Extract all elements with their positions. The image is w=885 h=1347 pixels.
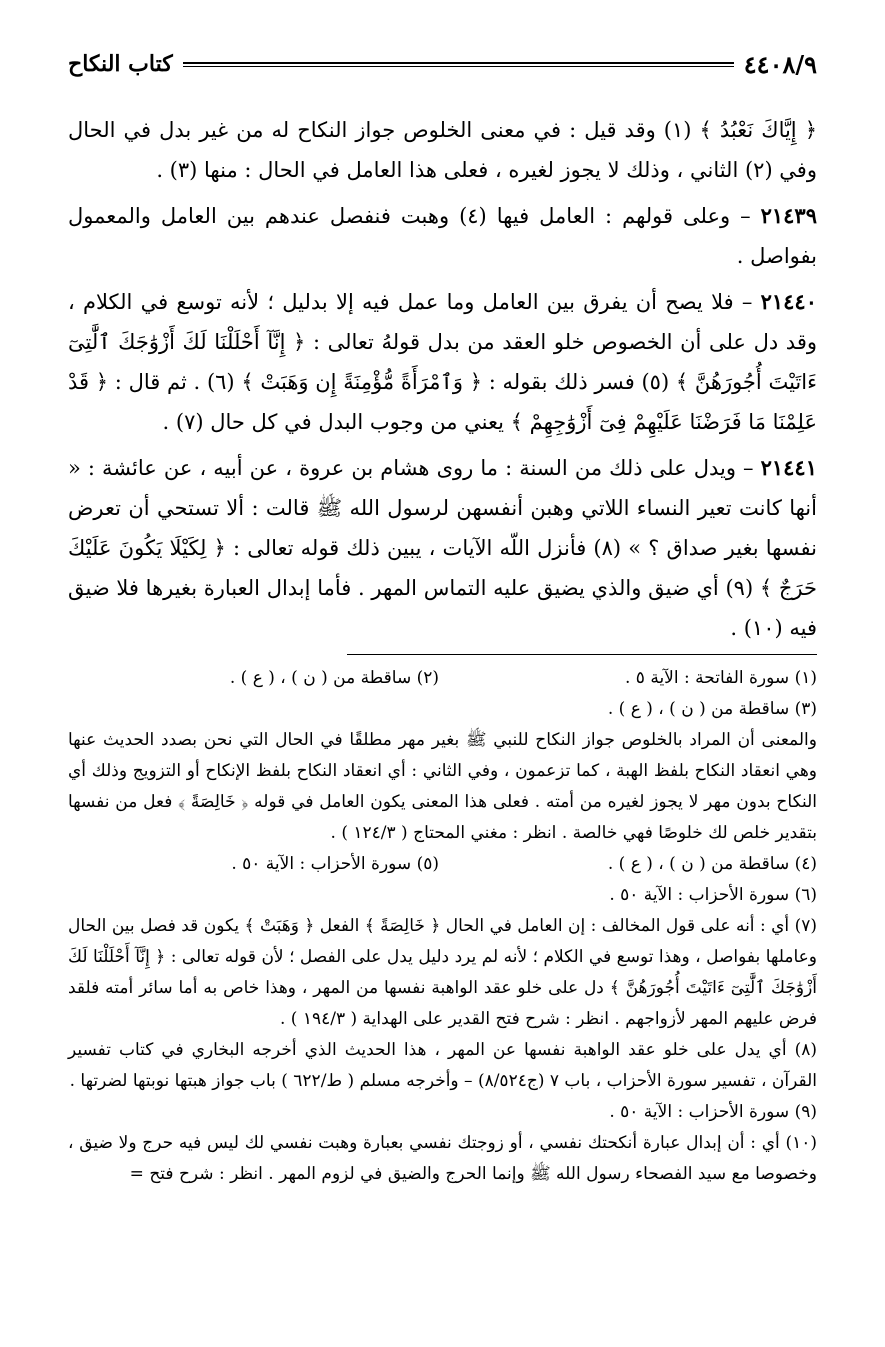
footnote-row	[68, 849, 817, 880]
footnote-9: (٩) سورة الأحزاب : الآية ٥٠ .	[609, 1102, 817, 1122]
paragraph-number: ٢١٤٣٩	[760, 203, 817, 228]
header-rule	[183, 62, 734, 67]
book-title: كتاب النكاح	[68, 51, 173, 77]
paragraph-number: ٢١٤٤١	[760, 455, 817, 480]
paragraph-21439	[68, 196, 817, 276]
footnote-separator	[347, 654, 817, 655]
footnote-10: (١٠) أي : أن إبدال عبارة أنكحتك نفسي ، أو زوجتك نفسي بعبارة وهبت نفسي لك ليس فيه حرج ولا ضيق ، وخصوصا مع سيد الفصحاء رسول الله ﷺ وإنما الحرج والضيق في لزوم المهر . انظر : شرح فتح =	[68, 1133, 817, 1184]
page-header	[68, 40, 817, 88]
footnotes	[68, 663, 817, 1190]
footnote-8: (٨) أي يدل على خلو عقد الواهبة نفسها عن المهر ، هذا الحديث الذي أخرجه البخاري في كتاب تفسير القرآن ، تفسير سورة الأحزاب ، باب ٧ (ج٨/٥٢٤) – وأخرجه مسلم ( ط/٦٢٢ ) باب جواز هبتها نوبتها لضرتها .	[68, 1040, 817, 1091]
paragraph-text: – ويدل على ذلك من السنة : ما روى هشام بن عروة ، عن أبيه ، عن عائشة : « أنها كانت تعير النساء اللاتي وهبن أنفسهن لرسول الله ﷺ قالت : ألا تستحي أن تعرض نفسها بغير صداق ؟ » (٨) فأنزل اللّه الآيات ، يبين ذلك قوله تعالى : ﴿ لِكَيْلَا يَكُونَ عَلَيْكَ حَرَجٌ ﴾ (٩) أي ضيق والذي يضيق عليه التماس المهر . فأما إبدال العبارة بغيرها فلا ضيق فيه (١٠) .	[68, 456, 818, 640]
footnote-3: (٣) ساقطة من ( ن ) ، ( ع ) .	[607, 699, 817, 719]
footnote-1: (١) سورة الفاتحة : الآية ٥ .	[624, 668, 817, 688]
main-text	[68, 110, 817, 648]
paragraph-text: – وعلى قولهم : العامل فيها (٤) وهبت فنفصل عندهم بين العامل والمعمول بفواصل .	[68, 204, 817, 268]
page-number: ٤٤٠٨/٩	[743, 49, 817, 79]
footnote-3-explanation: والمعنى أن المراد بالخلوص جواز النكاح للنبي ﷺ بغير مهر مطلقًا في الحال التي نحن بصدد الحديث عنها وهي انعقاد النكاح بلفظ الهبة ، كما تزعمون ، وفي الثاني : أي انعقاد النكاح بلفظ الإنكاح أو التزويج وذلك أي النكاح بدون مهر لا يجوز لغيره من أمته . فعلى هذا المعنى يكون العامل في قوله ﴿ خَالِصَةً ﴾ فعل من نفسها بتقدير خلص لك خلوصًا فهي خالصة . انظر : مغني المحتاج ( ١٢٤/٣ ) .	[68, 730, 817, 843]
footnote-2: (٢) ساقطة من ( ن ) ، ( ع ) .	[229, 668, 439, 688]
footnote-6: (٦) سورة الأحزاب : الآية ٥٠ .	[609, 885, 817, 905]
footnote-4: (٤) ساقطة من ( ن ) ، ( ع ) .	[607, 854, 817, 874]
footnote-7: (٧) أي : أنه على قول المخالف : إن العامل في الحال ﴿ خَالِصَةً ﴾ الفعل ﴿ وَهَبَتْ ﴾ يكون قد فصل بين الحال وعاملها بفواصل ، وهذا توسع في الكلام ؛ لأنه لم يرد دليل يدل على الفصل ؛ لأن قوله تعالى : ﴿ إِنَّآ أَحْلَلْنَا لَكَ أَزْوَٰجَكَ ٱلَّٰتِىٓ ءَاتَيْتَ أُجُورَهُنَّ ﴾ دل على خلو عقد الواهبة نفسها من المهر ، وهذا خاص به أما سائر أمته فلقد فرض عليهم المهر لأزواجهم . انظر : شرح فتح القدير على الهداية ( ١٩٤/٣ ) .	[68, 916, 817, 1029]
paragraph-text: – فلا يصح أن يفرق بين العامل وما عمل فيه إلا بدليل ؛ لأنه توسع في الكلام ، وقد دل على أن الخصوص خلو العقد من بدل قولهُ تعالى : ﴿ إِنَّآ أَحْلَلْنَا لَكَ أَزْوَٰجَكَ ٱلَّٰتِىٓ ءَاتَيْتَ أُجُورَهُنَّ ﴾ (٥) فسر ذلك بقوله : ﴿ وَٱمْرَأَةً مُّؤْمِنَةً إِن وَهَبَتْ ﴾ (٦) . ثم قال : ﴿ قَدْ عَلِمْنَا مَا فَرَضْنَا عَلَيْهِمْ فِىٓ أَزْوَٰجِهِمْ ﴾ يعني من وجوب البدل في كل حال (٧) .	[68, 290, 817, 434]
paragraph-21441	[68, 448, 817, 648]
paragraph-intro	[68, 110, 817, 190]
paragraph-text: ﴿ إِيَّاكَ نَعْبُدُ ﴾ (١) وقد قيل : في معنى الخلوص جواز النكاح له من غير بدل في الحال وفي (٢) الثاني ، وذلك لا يجوز لغيره ، فعلى هذا العامل في الحال : منها (٣) .	[68, 118, 817, 182]
footnote-5: (٥) سورة الأحزاب : الآية ٥٠ .	[231, 854, 439, 874]
paragraph-number: ٢١٤٤٠	[760, 289, 817, 314]
footnote-row	[68, 663, 817, 694]
paragraph-21440	[68, 282, 817, 442]
